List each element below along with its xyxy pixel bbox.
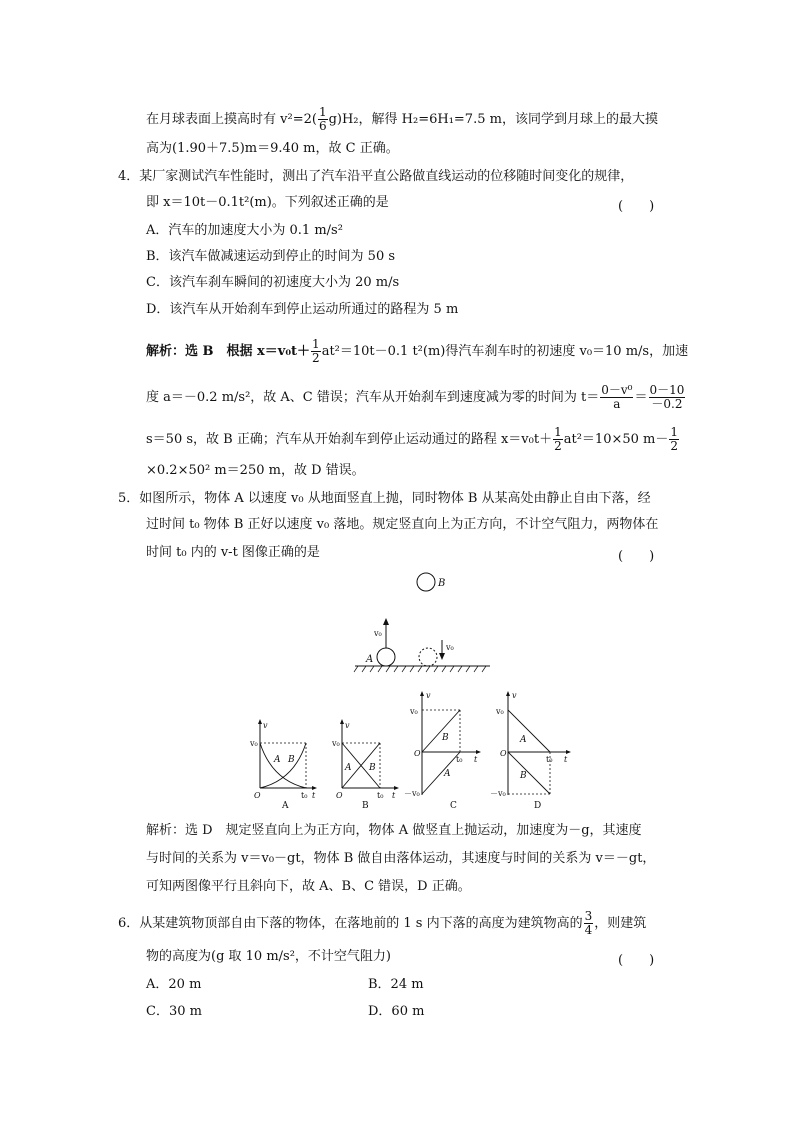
graph-c-caption: C	[450, 801, 457, 811]
q6-option-d: D．60 m	[368, 1004, 425, 1019]
q4-stem-line-1: 4．某厂家测试汽车性能时，测出了汽车沿平直公路做直线运动的位移随时间变化的规律，	[118, 169, 634, 184]
svg-text:O: O	[414, 749, 421, 758]
svg-text:t₀: t₀	[456, 755, 463, 764]
svg-text:v₀: v₀	[332, 739, 340, 748]
svg-text:t₀: t₀	[377, 791, 384, 800]
svg-text:v₀: v₀	[496, 707, 504, 716]
svg-text:B: B	[288, 755, 295, 765]
svg-text:t₀: t₀	[546, 755, 553, 764]
q5-scene-figure	[350, 570, 500, 690]
q3-solution-line-1: 在月球表面上摸高时有 v²=2( $\frac{1}{6}$ g)H₂，解得 H₂=6H₁=7.5 m，该同学到月球上的最大摸	[146, 105, 658, 133]
graph-c	[402, 690, 482, 811]
q5-answer-paren: ( )	[618, 549, 655, 564]
v0-label-down: v₀	[446, 643, 454, 652]
svg-text:t₀: t₀	[301, 791, 308, 800]
svg-text:A: A	[520, 735, 527, 745]
ball-a-icon	[377, 648, 395, 666]
v0-label-up: v₀	[374, 629, 382, 638]
svg-text:v: v	[426, 691, 431, 700]
svg-text:v₀: v₀	[410, 707, 418, 716]
svg-text:t: t	[392, 791, 396, 800]
q3-solution-line-2: 高为(1.90＋7.5)m＝9.40 m，故 C 正确。	[146, 141, 399, 156]
q5-solution-line-3: 可知两图像平行且斜向下，故 A、B、C 错误，D 正确。	[146, 879, 471, 894]
graph-b	[332, 718, 398, 811]
q4-stem-line-2: 即 x＝10t－0.1t²(m)。下列叙述正确的是	[146, 195, 389, 210]
svg-text:t: t	[564, 755, 568, 764]
svg-text:－v₀: －v₀	[490, 789, 506, 798]
q4-option-c: C．该汽车刹车瞬间的初速度大小为 20 m/s	[146, 275, 400, 290]
graph-b-caption: B	[362, 801, 369, 811]
fraction-one-sixth: $\frac{1}{6}$	[318, 105, 327, 133]
svg-text:－v₀: －v₀	[404, 789, 420, 798]
svg-text:t: t	[312, 791, 316, 800]
ball-b-label: B	[438, 578, 446, 589]
svg-text:t: t	[474, 755, 478, 764]
q6-stem-line-1: 6．从某建筑物顶部自由下落的物体，在落地前的 1 s 内下落的高度为建筑物高的 $\frac{3}{4}$ ，则建筑	[118, 909, 647, 937]
svg-text:v: v	[263, 721, 268, 730]
svg-text:v₀: v₀	[250, 739, 258, 748]
fraction-time-2: $\frac{0-10}{-0.2}$	[649, 383, 685, 411]
fraction-one-half-3: $\frac{1}{2}$	[670, 425, 678, 453]
q4-answer-paren: ( )	[618, 199, 655, 214]
q6-answer-paren: ( )	[618, 953, 655, 968]
svg-text:A: A	[444, 769, 451, 779]
graph-d	[488, 690, 572, 811]
ball-b-landed-icon	[419, 648, 437, 666]
svg-text:O: O	[336, 791, 343, 800]
q4-solution-line-4: ×0.2×50² m＝250 m，故 D 错误。	[146, 463, 365, 478]
q6-option-a: A．20 m	[146, 977, 202, 992]
q4-solution-line-1: 解析：选 B 根据 x＝v₀t＋ $\frac{1}{2}$ at²＝10t－0.1 t²(m)得汽车刹车时的初速度 v₀＝10 m/s，加速	[146, 337, 689, 365]
svg-text:O: O	[254, 791, 261, 800]
svg-text:A: A	[274, 755, 281, 765]
q5-stem-line-3: 时间 t₀ 内的 v-t 图像正确的是	[146, 545, 320, 560]
graph-a	[250, 718, 316, 811]
fraction-time-1: $\frac{\text{0－v⁰}}{a}$	[601, 383, 633, 411]
q6-option-c: C．30 m	[146, 1004, 202, 1019]
q4-option-d: D．该汽车从开始刹车到停止运动所通过的路程为 5 m	[146, 302, 459, 317]
svg-text:B: B	[442, 733, 449, 743]
ground-hatch	[354, 666, 486, 672]
q4-solution-line-2: 度 a＝－0.2 m/s²，故 A、C 错误；汽车从开始刹车到速度减为零的时间为 t＝ $\frac{\text{0－v⁰}}{a}$ ＝ $\frac{0-10}{-0.2}$	[146, 383, 685, 411]
q6-option-b: B．24 m	[368, 977, 424, 992]
ball-a-label: A	[366, 654, 374, 665]
ball-b-icon	[417, 573, 435, 591]
q6-stem-line-2: 物的高度为(g 取 10 m/s²，不计空气阻力)	[146, 949, 391, 964]
svg-text:B: B	[369, 763, 376, 773]
q4-solution-line-3: s＝50 s，故 B 正确；汽车从开始刹车到停止运动通过的路程 x＝v₀t＋ $\frac{1}{2}$ at²＝10×50 m－ $\frac{1}{2}$	[146, 425, 678, 453]
q4-option-b: B．该汽车做减速运动到停止的时间为 50 s	[146, 249, 396, 264]
q5-stem-line-1: 5．如图所示，物体 A 以速度 v₀ 从地面竖直上抛，同时物体 B 从某高处由静止自由下落，经	[118, 491, 651, 506]
q4-option-a: A．汽车的加速度大小为 0.1 m/s²	[146, 223, 343, 238]
fraction-one-half-2: $\frac{1}{2}$	[554, 425, 562, 453]
graph-a-caption: A	[282, 801, 289, 811]
fraction-one-half: $\frac{1}{2}$	[312, 337, 320, 365]
svg-text:v: v	[512, 691, 517, 700]
q5-stem-line-2: 过时间 t₀ 物体 B 正好以速度 v₀ 落地。规定竖直向上为正方向，不计空气阻力，两物体在	[146, 517, 659, 532]
fraction-three-quarters: $\frac{3}{4}$	[584, 909, 593, 937]
graph-d-caption: D	[534, 801, 542, 811]
svg-text:B: B	[520, 771, 527, 781]
q5-solution-line-2: 与时间的关系为 v＝v₀－gt，物体 B 做自由落体运动，其速度与时间的关系为 v＝－gt，	[146, 851, 656, 866]
svg-text:A: A	[345, 763, 352, 773]
q5-solution-line-1: 解析：选 D 规定竖直向上为正方向，物体 A 做竖直上抛运动，加速度为－g，其速度	[146, 823, 642, 838]
svg-text:O: O	[500, 749, 507, 758]
svg-text:v: v	[345, 721, 350, 730]
